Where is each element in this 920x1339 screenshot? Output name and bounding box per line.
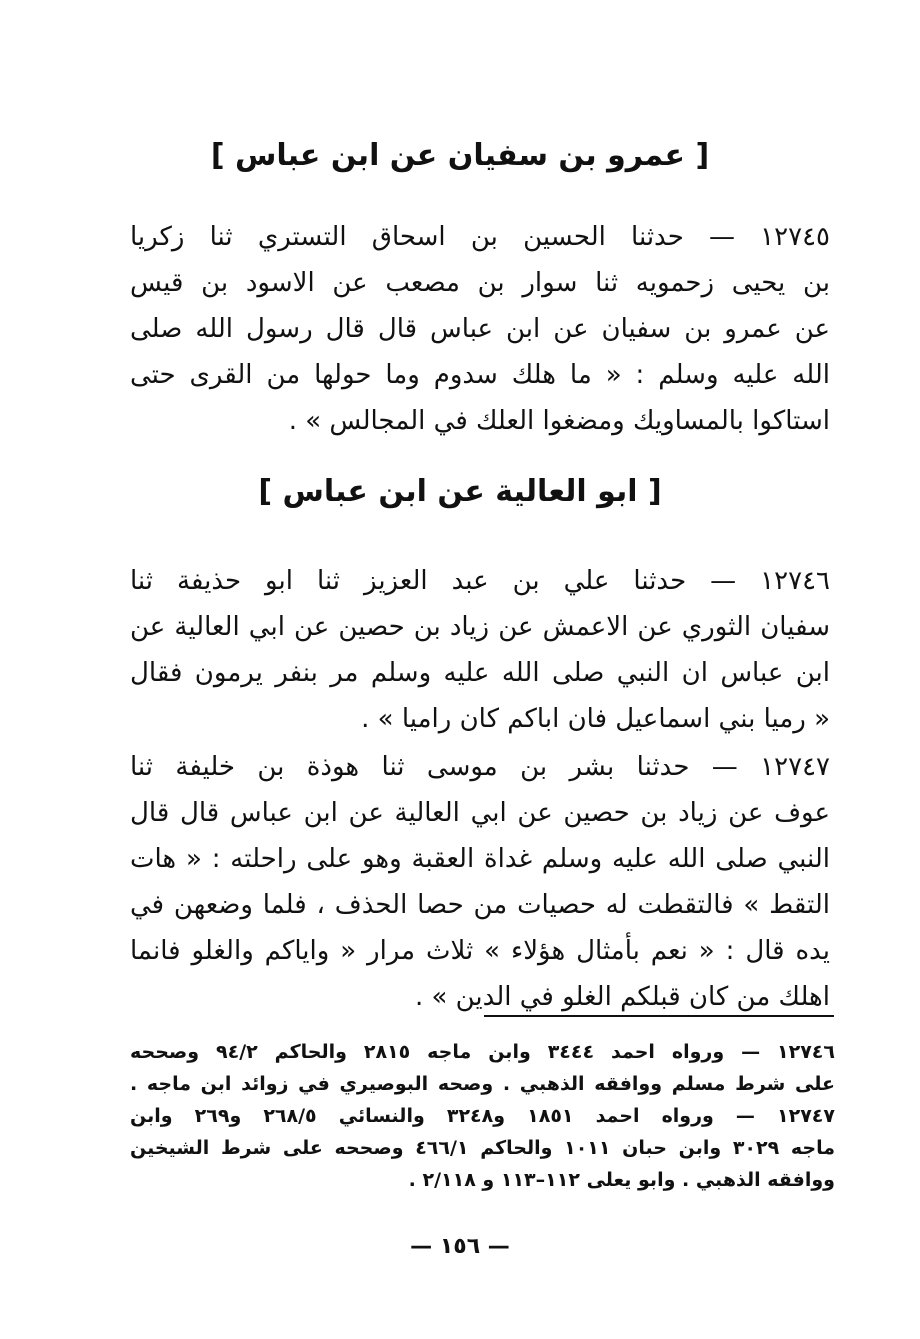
hadith-line: ١٢٧٤٥ — حدثنا الحسين بن اسحاق التستري ثنا زكريا xyxy=(130,222,830,252)
hadith-line: النبي صلى الله عليه وسلم غداة العقبة وهو على راحلته : « هات xyxy=(130,844,830,874)
hadith-line: « رميا بني اسماعيل فان اباكم كان راميا » . xyxy=(361,704,830,734)
hadith-line: عوف عن زياد بن حصين عن ابي العالية عن ابن عباس قال قال xyxy=(130,798,830,828)
footnote-line: على شرط مسلم ووافقه الذهبي . وصحه البوصيري في زوائد ابن ماجه . xyxy=(130,1073,835,1095)
hadith-line: سفيان الثوري عن الاعمش عن زياد بن حصين عن ابي العالية عن xyxy=(130,612,830,642)
hadith-line: الله عليه وسلم : « ما هلك سدوم وما حولها من القرى حتى xyxy=(130,360,830,390)
footnote-divider xyxy=(484,1015,834,1017)
hadith-line: اهلك من كان قبلكم الغلو في الدين » . xyxy=(414,982,830,1012)
hadith-line: استاكوا بالمساويك ومضغوا العلك في المجالس » . xyxy=(288,406,830,436)
footnotes xyxy=(130,1036,835,1196)
hadith-line: بن يحيى زحمويه ثنا سوار بن مصعب عن الاسود بن قيس xyxy=(130,268,830,298)
hadith-line: ١٢٧٤٦ — حدثنا علي بن عبد العزيز ثنا ابو حذيفة ثنا xyxy=(130,566,830,596)
footnote-line: ماجه ٣٠٢٩ وابن حبان ١٠١١ والحاكم ٤٦٦/١ وصححه على شرط الشيخين xyxy=(130,1137,835,1159)
hadith-line: عن عمرو بن سفيان عن ابن عباس قال قال رسول الله صلى xyxy=(130,314,830,344)
footnote-line: ١٢٧٤٦ — ورواه احمد ٣٤٤٤ وابن ماجه ٢٨١٥ والحاكم ٩٤/٢ وصححه xyxy=(130,1041,835,1063)
page-number: — ١٥٦ — xyxy=(410,1234,510,1259)
section-heading-abul-aliya: [ ابو العالية عن ابن عباس ] xyxy=(258,474,662,509)
hadith-12745 xyxy=(130,214,830,444)
hadith-12746 xyxy=(130,558,830,742)
hadith-line: ١٢٧٤٧ — حدثنا بشر بن موسى ثنا هوذة بن خليفة ثنا xyxy=(130,752,830,782)
section-heading-amr-ibn-sufyan: [ عمرو بن سفيان عن ابن عباس ] xyxy=(210,138,710,173)
hadith-line: التقط » فالتقطت له حصيات من حصا الحذف ، فلما وضعهن في xyxy=(130,890,830,920)
hadith-line: ابن عباس ان النبي صلى الله عليه وسلم مر بنفر يرمون فقال xyxy=(130,658,830,688)
footnote-line: ووافقه الذهبي . وابو يعلى ١١٢–١١٣ و ٢/١١٨ . xyxy=(408,1169,835,1191)
footnote-line: ١٢٧٤٧ — ورواه احمد ١٨٥١ و٣٢٤٨ والنسائي ٢٦٨/٥ و٢٦٩ وابن xyxy=(130,1105,835,1127)
hadith-line: يده قال : « نعم بأمثال هؤلاء » ثلاث مرار « واياكم والغلو فانما xyxy=(130,936,830,966)
hadith-12747 xyxy=(130,744,830,1020)
